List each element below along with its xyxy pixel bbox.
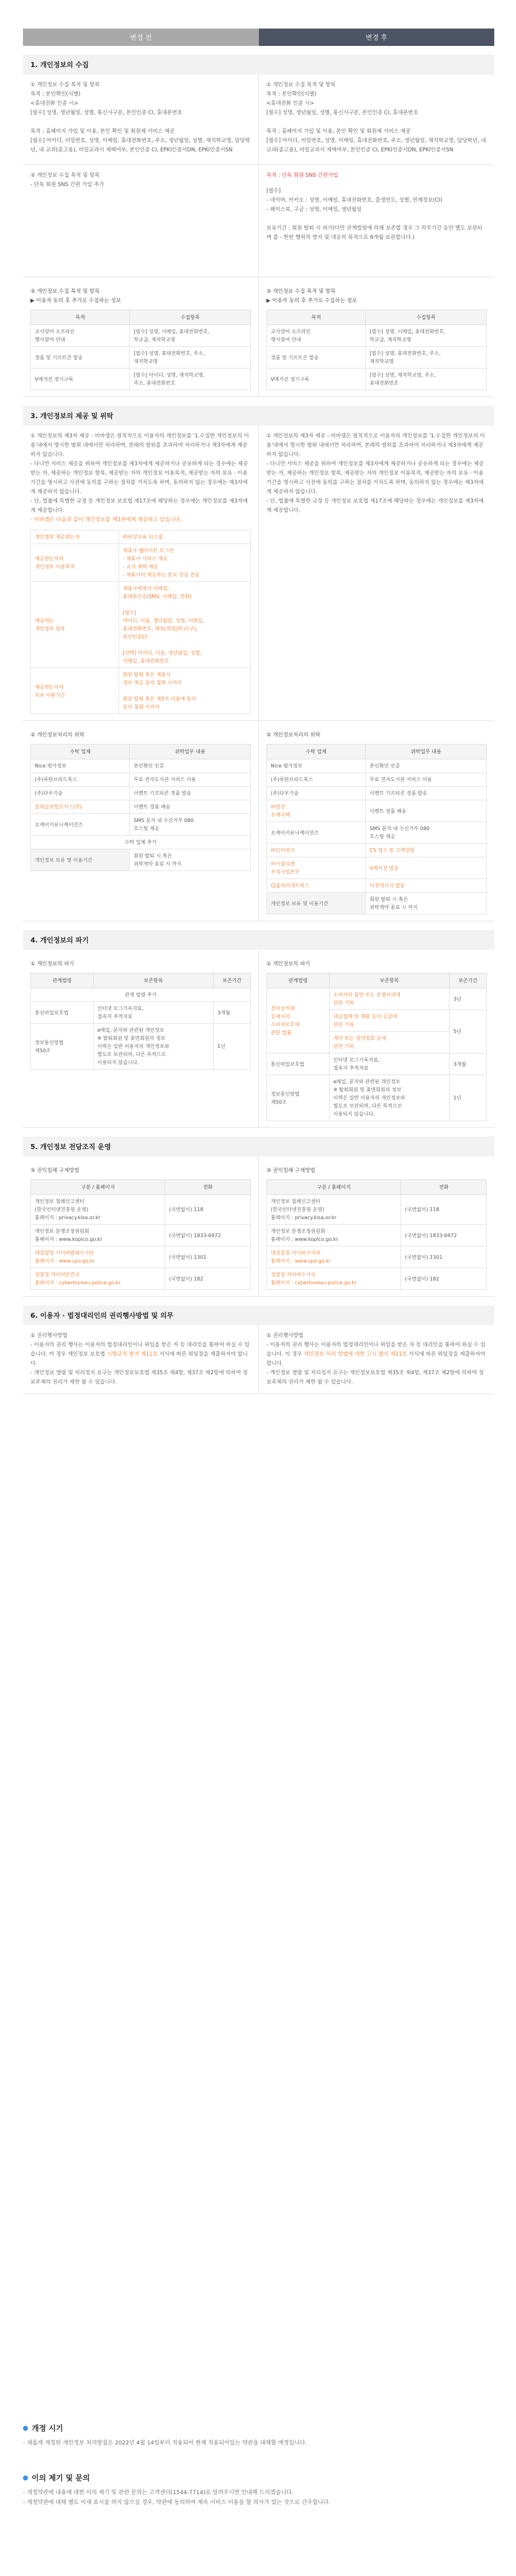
s3-before-orange: - 비바샘은 다음과 같이 개인정보를 제3자에게 제공하고 있습니다.: [30, 517, 182, 523]
cell: 이전개시지 발송: [366, 879, 487, 893]
col-items: 수집항목: [130, 310, 251, 325]
table-row: [267, 988, 487, 1010]
table-row: [31, 988, 251, 1002]
cell: ㈜인터파크: [267, 844, 366, 857]
table-row: [31, 1268, 251, 1290]
cell: Nice 평가정보: [267, 759, 366, 773]
s6-before-text: ① 권리행사방법 - 이용자의 권리 행사는 이용자의 법정대리인이나 위임을 받은 자 등 대리인을 통하여 하실 수 있습니다. 이 경우 개인정보 보호법: [30, 1333, 250, 1357]
s5-row: [23, 1156, 494, 1297]
cell: e메일, 문자와 관련된 개인정보 ※ 탈퇴회원 및 휴면회원의 정보 이력은 일반 이용자의 개인정보와 별도로 보관되며, 다른 목적으로 이용되지 않습니다.: [93, 1024, 213, 1070]
section-1-title: 1. 개인정보의 수집: [23, 55, 494, 74]
col-purpose: 목적: [267, 310, 366, 325]
cell: 인터넷 로그기록자료, 접속지 추적자료: [93, 1002, 213, 1024]
table-row: [31, 836, 251, 849]
table-row: [267, 1225, 487, 1246]
cell: 개인정보 침해신고센터 (한국인터넷진흥원 운영) 홈페이지 : privacy.kisa.or.kr: [267, 1195, 401, 1225]
s3-row-1: [23, 426, 494, 721]
cell: 개인정보 분쟁조정위원회 홈페이지 : www.kopico.go.kr: [267, 1225, 401, 1246]
s1-after-sns-purpose: 목적 : 단독 회원 SNS 간편가입: [266, 172, 338, 179]
cell: 이벤트 기프티콘 경품 발송: [366, 787, 487, 800]
bullet-icon: [23, 2475, 28, 2480]
s6-after-text2: 서식에 따른 위임장을 제출하셔야 합니다. - 개인정보 열람 및 처리정지 요구는 개인정보보호법 제35조 제4항, 제37조 제2항에 의하여 정보주체의 권리가 제한 될 수 있습니다.: [266, 1351, 486, 1385]
table-row: [31, 369, 251, 390]
s6-before-orange: 시행규칙 별지 제11호: [106, 1351, 158, 1357]
col-period: 보존기간: [450, 973, 487, 988]
table-row: [31, 1024, 251, 1070]
s3-before-entrust: [23, 721, 258, 921]
col-law: 관계법령: [267, 973, 330, 988]
table-row: [31, 1002, 251, 1024]
cell: 경찰청 사이버안전국 홈페이지 : cyberbureau.police.go.kr: [31, 1268, 165, 1290]
col-item: 보존항목: [93, 973, 213, 988]
table-row: [31, 544, 251, 582]
cell: (국번없이) 1301: [165, 1246, 251, 1268]
s5-before-title: ③ 권익침해 구제방법: [30, 1168, 79, 1174]
cell: 1년: [450, 1075, 487, 1121]
notice-title: 이의 제기 및 문의: [32, 2474, 90, 2482]
cell: CS 접수 및 고객상담: [366, 844, 487, 857]
cell: Nice 평가정보: [31, 759, 130, 773]
col-org: 구분 / 홈페이지: [31, 1180, 165, 1195]
table-row: [267, 369, 487, 390]
section-3-title: 3. 개인정보의 제공 및 위탁: [23, 406, 494, 426]
s3-entrust-title-after: ② 개인정보처리의 위탁: [266, 732, 320, 738]
table-row: [31, 849, 251, 871]
table-row: [31, 668, 251, 714]
cell: [필수] 성명, 이메일, 휴대전화번호, 학교급, 재직학교명: [130, 325, 251, 347]
cell: 회원 탈퇴 시 혹은 위탁계약 종료 시 까지: [366, 893, 487, 915]
cell: V메거진 발송: [366, 857, 487, 879]
col-task: 위탁업무 내용: [130, 745, 251, 759]
cell: 제휴사에게서 이메일, 휴대폰인증(SMS, 이메일, 전화) [필수] 아이디, 이름, 생년월일, 성별, 이메일, 휴대전화번호, 재직(희망)학교(구), 본인인증CI [선택] 아이디, 이름, 생년월일, 성별, 이메일, 휴대전화번호: [119, 582, 250, 668]
document: [23, 29, 494, 1394]
after-label: 변경 후: [259, 29, 495, 46]
table-row: [267, 773, 487, 787]
s3-after-entrust: [258, 721, 494, 921]
cell: (국번없이) 1833-6972: [165, 1225, 251, 1246]
section-6-title: 6. 이용자 · 법정대리인의 권리행사방법 및 의무: [23, 1305, 494, 1325]
s5-before: [23, 1156, 258, 1296]
col-phone: 전화: [165, 1180, 251, 1195]
cell: 인터넷 로그기록자료, 접속지 추적자료: [329, 1053, 449, 1075]
s3-before-text: ① 개인정보의 제3자 제공 - 비바샘은 원칙적으로 이용자의 개인정보를 '1.수집한 개인정보의 이용'내에서 명시한 범위 내에서만 처리하며, 본래의 범위를 초과하여 처리하거나 제3자에게 제공하지 않습니다. - 다니만 서비스 제공을 위하여 개인정보를 제3자에게 제공하거나 공유하게 되는 경우에는 제공받는 자, 제공하는 개인정보 항목, 제공받는 자의 개인정보 이용목적, 제공받는 자의 보유 · 이용기간을 명시하고 사전에 동의를 구하는 절차를 거치도록 하며, 동의하지 않는 경우에는 제3자에게 제공하지 않습니다. - 단, 법률에 특별한 규정 등 개인정보 보호법 제17조에 해당하는 경우에는 개인정보를 제3자에게 제공합니다.: [30, 433, 249, 514]
cell: 제공받는자의 개인정보 이용목적: [31, 544, 119, 582]
s1-before-sns: ② 개인정보 수집 목적 및 항목 - 단독 회원 SNS 간편 가입 추가: [30, 172, 104, 188]
before-label: 변경 전: [23, 29, 259, 46]
bullet-icon: [23, 2426, 28, 2431]
col-items: 수집항목: [366, 310, 487, 325]
cell: 3년: [450, 988, 487, 1010]
cell: 회원 탈퇴 시 혹은 위탁계약 종료 시 까지: [130, 849, 251, 871]
cell: [필수] 성명, 휴대전화번호, 주소, 재직학교명: [366, 347, 487, 369]
table-row: [31, 1225, 251, 1246]
table-row: [267, 857, 487, 879]
s1-table-title-after: ③ 개인정보 수집 목적 및 항목 ▶ 이용자 동의 후 추가로 수집하는 정보: [266, 288, 357, 304]
cell: 3개월: [450, 1053, 487, 1075]
cell: (주)다우기술: [31, 787, 130, 800]
cell: 이벤트 기프티콘 경품 발송: [130, 787, 251, 800]
table-row: [31, 530, 251, 544]
cell: 경찰청 사이버수사국 홈페이지 : cyberbureau.police.go.kr: [267, 1268, 401, 1290]
col-purpose: 목적: [31, 310, 130, 325]
cell: 본인확인 인증: [366, 759, 487, 773]
s3-before: [23, 426, 258, 720]
s1-row-3: [23, 277, 494, 397]
cell: (주)다우기술: [267, 787, 366, 800]
cell: 롯데글로벌로지스(주): [31, 800, 130, 814]
cell: 교사양어 오프라인 행사참여 안내: [31, 325, 130, 347]
cell: 소비자의 불만 또는 분쟁처리에 관한 기록: [329, 988, 449, 1010]
table-row: [31, 582, 251, 668]
s5-after-table: [266, 1179, 487, 1290]
cell: 개인정보 보유 및 이용기간: [31, 849, 130, 871]
cell: (국번없이) 1833-6972: [401, 1225, 487, 1246]
table-row: [31, 1246, 251, 1268]
cell: 이벤트 경품 배송: [130, 800, 251, 814]
cell: 오케이키유니케이션즈: [31, 814, 130, 836]
s1-row-2: [23, 165, 494, 277]
cell: (국번없이) 182: [165, 1268, 251, 1290]
section-4-title: 4. 개인정보의 파기: [23, 930, 494, 950]
cell: 개인정보 침해신고센터 (한국인터넷진흥원 운영) 홈페이지 : privacy.kisa.or.kr: [31, 1195, 165, 1225]
cell: 3개월: [214, 1002, 251, 1024]
cell: 1년: [214, 1024, 251, 1070]
cell: 전자상거래 등에서의 소비자보호에 관한 법률: [267, 988, 330, 1053]
table-row: [31, 325, 251, 347]
s4-after: [258, 950, 494, 1127]
s1-table-title: ③ 개인정보 수집 목적 및 항목 ▶ 이용자 동의 후 추가로 수집하는 정보: [30, 288, 121, 304]
cell: 계약 또는 청약철회 등에 관한 기록: [329, 1032, 449, 1053]
col-phone: 전화: [401, 1180, 487, 1195]
cell: V메거진 정기구독: [267, 369, 366, 390]
s3-row-2: [23, 721, 494, 921]
cell: V메거진 정기구독: [31, 369, 130, 390]
s4-before-title: ① 개인정보의 파기: [30, 961, 75, 967]
s6-after: [258, 1325, 494, 1393]
notice-title: 개정 시기: [32, 2424, 63, 2433]
cell: 회원 탈퇴 혹은 제휴사 정보 제공 동의 철회 시까지 회원 탈퇴 혹은 제3자 이용에 동의 동의 철회 시까지: [119, 668, 250, 714]
cell: 관계 법령 추가: [31, 988, 251, 1002]
s1-after-text: ① 개인정보 수집 목적 및 항목 목적 : 본인확인(식별) <휴대전화 인증 시> [필수] 성명, 생년월일, 성별, 통신사구분, 본인인증 CI, 휴대폰번호 목적 : 홈페이지 가입 및 이용, 본인 확인 및 회원제 서비스 제공 [필수] 아이디, 비밀번호, 성명, 이메일, 휴대전화번호, 주소, 생년월일, 재직학교명, 담당학년, 내 교과(종고용), 비밀교과서 재택여부, 본인인증 CI, EPKI인증서DN, EPKI인증서SN: [258, 74, 494, 164]
cell: (국번없이) 1301: [401, 1246, 487, 1268]
s3-provide-table: [30, 530, 251, 714]
cell: [필수] 성명, 재직학교명, 주소, 휴대전화번호: [366, 369, 487, 390]
cell: 수탁 업체 추가: [31, 836, 251, 849]
table-row: [267, 879, 487, 893]
table-row: [31, 759, 251, 773]
col-item: 보존항목: [329, 973, 449, 988]
s1-row-1: [23, 74, 494, 165]
s3-before-entrust-table: [30, 744, 251, 871]
col-org: 구분 / 홈페이지: [267, 1180, 401, 1195]
cell: 제휴사 웹사이트 로그인 - 제휴사 서비스 제공 - 교사 재택 제공 - 제휴사의 제공하는 혼보 상심 전송: [119, 544, 250, 582]
s6-row: [23, 1325, 494, 1394]
cell: 교사양어 오프라인 행사참여 안내: [267, 325, 366, 347]
table-row: [31, 814, 251, 836]
s1-before-table: [30, 310, 251, 390]
table-row: [267, 1075, 487, 1121]
cell: 개인정보 분쟁조정위원회 홈페이지 : www.kopico.go.kr: [31, 1225, 165, 1246]
cell: 5년: [450, 1010, 487, 1053]
col-company: 수탁 업체: [31, 745, 130, 759]
cell: 통신비밀보호법: [31, 1002, 94, 1024]
table-row: [31, 1195, 251, 1225]
cell: 이벤트 경품 배송: [366, 800, 487, 822]
cell: (주)폭탄브라드폭스: [267, 773, 366, 787]
cell: ㈜비상교육 티스쿨: [119, 530, 250, 544]
cell: SMS 문자 내 수신거부 080 호스팅 제공: [366, 822, 487, 844]
s4-after-table: [266, 973, 487, 1121]
cell: (국번없이) 118: [165, 1195, 251, 1225]
table-row: [267, 325, 487, 347]
s1-after-table: [266, 310, 487, 390]
notice-effective-date: [23, 2423, 494, 2448]
cell: 제공하는 개인정보 항목: [31, 582, 119, 668]
cell: [필수] 성명, 휴대전화번호, 주소, 재직학교명: [130, 347, 251, 369]
s4-row: [23, 950, 494, 1128]
cell: 대검찰청 사이버수사과 홈페이지 : www.spo.go.kr: [267, 1246, 401, 1268]
notice-objection: [23, 2472, 494, 2508]
table-row: [267, 787, 487, 800]
cell: e메일, 문자와 관련된 개인정보 ※ 탈퇴회원 및 휴면회원의 정보 이력은 일반 이용자의 개인정보와 별도로 보관되며, 다른 목적으로 이용되지 않습니다.: [329, 1075, 449, 1121]
table-row: [267, 844, 487, 857]
table-row: [267, 1195, 487, 1225]
cell: 통신비밀보호법: [267, 1053, 330, 1075]
notice-text: - 개정약관에 내용에 대한 이의 제기 및 관련 문의는 고객센터(1544-7714)로 알려주시면 안내해 드리겠습니다. - 개정약관에 대해 별도 이새 표시를 하지 않으실 경우, 약관에 동의하여 계속 서비스 이용을 할 의사가 있는 것으로 간주합니다.: [23, 2490, 331, 2506]
cell: 제공받는자의 보유 이용기간: [31, 668, 119, 714]
cell: 무료 전자도서관 서비스 이용: [366, 773, 487, 787]
s5-before-table: [30, 1179, 251, 1290]
table-row: [267, 800, 487, 822]
cell: [필수] 아이디, 성명, 재직학교명, 주소, 휴대전화번호: [130, 369, 251, 390]
col-task: 위탁업무 내용: [366, 745, 487, 759]
cell: 정보통신망법 제50조: [267, 1075, 330, 1121]
cell: 오케이키유니케이션즈: [267, 822, 366, 844]
col-company: 수탁 업체: [267, 745, 366, 759]
cell: [필수] 성명, 이메일, 휴대전화번호, 학교급, 재직학교명: [366, 325, 487, 347]
cell: ㈜서울디앤 우정사업본부: [267, 857, 366, 879]
cell: 대금결제 및 재화 등의 공급에 관한 기록: [329, 1010, 449, 1032]
table-row: [31, 773, 251, 787]
s6-before-text2: 서식에 따른 위임장을 제출하셔야 합니다. - 개인정보 열람 및 처리정지 요구는 개인정보보호법 제35조 제4항, 제37조 제2항에 의하여 정보주체의 권리가 제한 될 수 있습니다.: [30, 1351, 248, 1385]
cell: (국번없이) 118: [401, 1195, 487, 1225]
cell: 경품 및 기프트콘 발송: [267, 347, 366, 369]
cell: (주)폭탄브라드폭스: [31, 773, 130, 787]
notice-text: - 새롭게 개정된 개인정보 처리방침은 2022년 4월 14일부터 적용되어 현재 적용되어있는 약관을 대체할 예정입니다.: [23, 2440, 307, 2446]
col-period: 보존기간: [214, 973, 251, 988]
table-row: [267, 893, 487, 915]
s4-before-table: [30, 973, 251, 1070]
cell: SMS 문자 내 수신거부 080 호스팅 제공: [130, 814, 251, 836]
cell: 개인정보 보유 및 이용기간: [267, 893, 366, 915]
s3-after-text: ① 개인정보의 제3자 제공 - 비바샘은 원칙적으로 이용자의 개인정보를 '1.수집한 개인정보의 이용'내에서 명시한 범위 내에서만 처리하며, 본래의 범위를 초과하여 처리하거나 제3자에게 제공하지 않습니다. - 다니만 서비스 제공을 위하여 개인정보를 제3자에게 제공하거나 공유하게 되는 경우에는 제공받는 자, 제공하는 개인정보 항목, 제공받는 자의 개인정보 이용목적, 제공받는 자의 보유 · 이용기간을 명시하고 사전에 동의를 구하는 절차를 거치도록 하며, 동의하지 않는 경우에는 제3자에게 제공하지 않습니다. - 단, 법률에 특별한 규정 등 개인정보 보호법 제17조에 해당하는 경우에는 개인정보를 제3자에게 제공합니다.: [258, 426, 494, 720]
cell: 정보통신망법 제50조: [31, 1024, 94, 1070]
s4-before: [23, 950, 258, 1127]
cell: 경품 및 기프트콘 발송: [31, 347, 130, 369]
s5-after-title: ③ 권익침해 구제방법: [266, 1168, 315, 1174]
s1-after-sns-items: [필수] - 네이버, 카카오 : 성명, 이메일, 휴대전화번호, 출생연도, 성별, 연계정보(CI) - 페이스북, 구글 : 성명, 이메일, 생년월일 보유기간 : 회원 탈퇴 시 파기(다만 관계법령에 의해 보존할 경우 그 의무기간 동안 별도 보관되며 를 - 한번 행위의 방지 및 대응의 목적으로 6개월 보관합니다.): [266, 188, 482, 241]
s6-after-text: ① 권리행사방법 - 이용자의 권리 행사는 이용자의 법정대리인이나 위임을 받은 자 등 대리인을 통하여 하실 수 있습니다. 이 경우: [266, 1333, 486, 1357]
cell: 무료 전자도서관 서비스 이용: [130, 773, 251, 787]
s1-after-table-wrap: [258, 277, 494, 396]
table-row: [267, 347, 487, 369]
s1-before-table-wrap: [23, 277, 258, 396]
s1-before-text: ① 개인정보 수집 목적 및 항목 목적 : 본인확인(식별) <휴대전화 인증 시> [필수] 성명, 생년월일, 성별, 통신사구분, 본인인증 CI, 휴대폰번호 목적 : 홈페이지 가입 및 이용, 본인 확인 및 회원제 서비스 제공 [필수] 아이디, 비밀번호, 성명, 이메일, 휴대전화번호, 주소, 생년월일, 성별, 재직학교명, 담당학년, 내 교과(종고용), 비밀교과서 재택여부, 본인인증 CI, EPKI인증서DN, EPKI인증서SN: [30, 82, 250, 153]
cell: (국번없이) 182: [401, 1268, 487, 1290]
comparison-header: [23, 29, 494, 46]
cell: 본인확인 인증: [130, 759, 251, 773]
table-row: [31, 347, 251, 369]
s5-after: [258, 1156, 494, 1296]
cell: ㈜한진 우체국택: [267, 800, 366, 822]
section-5-title: 5. 개인정보 전담조직 운영: [23, 1137, 494, 1156]
table-row: [31, 800, 251, 814]
s3-entrust-title: ② 개인정보처리의 위탁: [30, 732, 84, 738]
table-row: [267, 1053, 487, 1075]
table-row: [31, 787, 251, 800]
s3-after-entrust-table: [266, 744, 487, 915]
s1-after-sns: [258, 165, 494, 277]
col-law: 관계법령: [31, 973, 94, 988]
s6-after-orange: 개인정보 처리 방법에 대한 고시 별지 제11호: [304, 1351, 407, 1357]
table-row: [267, 822, 487, 844]
cell: CJ올리브네트웍스: [267, 879, 366, 893]
table-row: [267, 759, 487, 773]
s6-before: [23, 1325, 258, 1393]
table-row: [267, 1268, 487, 1290]
s4-after-title: ① 개인정보의 파기: [266, 961, 310, 967]
table-row: [267, 1246, 487, 1268]
cell: 대검찰청 사이버범죄수사단 홈페이지 : www.spo.go.kr: [31, 1246, 165, 1268]
cell: 개인정보 제공받는자: [31, 530, 119, 544]
